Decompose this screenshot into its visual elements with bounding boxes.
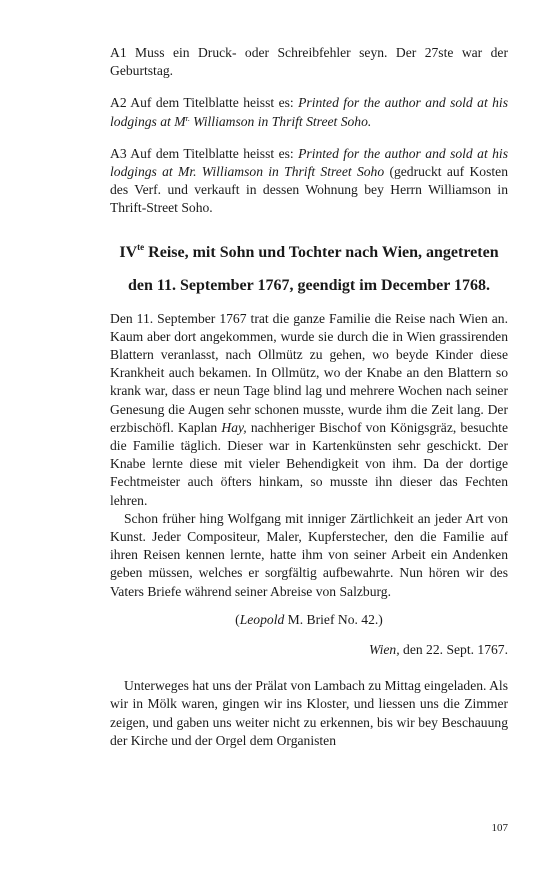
body-paragraph-1: Den 11. September 1767 trat die ganze Familie die Reise nach Wien an. Kaum aber dort angekommen, wurde sie durch die in Wien grassirenden Blattern veranlasst, nach Ollmütz zu gehen, wo beyde Kinder diese Krankheit auch bekamen. In Ollmütz, wo der Knabe an den Blattern so krank war, dass er neun Tage blind lag und mehrere Wochen nach seiner Genesung die Augen sehr schonen musste, wurde ihm die Zeit lang. Der erzbischöfl. Kaplan Hay, nachheriger Bischof von Königsgräz, besuchte die Familie täglich. Dieser war in Kartenkünsten sehr geschickt. Der Knabe lernte diese mit vieler Behendigkeit von ihm. Da der dortige Fechtmeister auch öfters hinkam, so musste ihn dieser das Fechten lehren.	[110, 310, 508, 508]
footnote-a2: A2 Auf dem Titelblatte heisst es: Printed for the author and sold at his lodgings at $M^{r.}$ Williamson in Thrift Street Soho.	[110, 95, 508, 129]
page-number: 107	[491, 822, 508, 834]
letter-dateline: Wien, den 22. Sept. 1767.	[369, 642, 508, 658]
footnote-a3: A3 Auf dem Titelblatte heisst es: Printed for the author and sold at his lodgings at Mr. Williamson in Thrift Street Soho (gedruckt auf Kosten des Verf. und verkauft in dessen Wohnung bey Herrn Williamson in Thrift-Street Soho.	[110, 145, 508, 216]
document-page	[110, 44, 508, 750]
letter-source: (Leopold M. Brief No. 42.)	[235, 611, 383, 627]
body-paragraph-3: Unterweges hat uns der Prälat von Lambach zu Mittag eingeladen. Als wir in Mölk waren, gingen wir ins Kloster, und liessen uns die Zimmer zeigen, und gaben uns weiter nicht zu erkennen, bis wir bey Beschauung der Kirche und der Orgel dem Organisten	[110, 678, 508, 748]
body-paragraph-2: Schon früher hing Wolfgang mit inniger Zärtlichkeit an jeder Art von Kunst. Jeder Compositeur, Maler, Kupferstecher, den die Familie auf ihren Reisen kennen lernte, hatte ihm von seiner Arbeit ein Andenken geben müssen, welches er sorgfältig aufbewahrte. Nun hören wir des Vaters Briefe während seiner Abreise von Salzburg.	[110, 510, 508, 599]
chapter-heading: $IV^{te}$ Reise, mit Sohn und Tochter nach Wien, angetreten den 11. September 1767, geendigt im December 1768.	[119, 241, 499, 294]
footnote-a1: A1 Muss ein Druck- oder Schreibfehler seyn. Der 27ste war der Geburtstag.	[110, 45, 508, 79]
